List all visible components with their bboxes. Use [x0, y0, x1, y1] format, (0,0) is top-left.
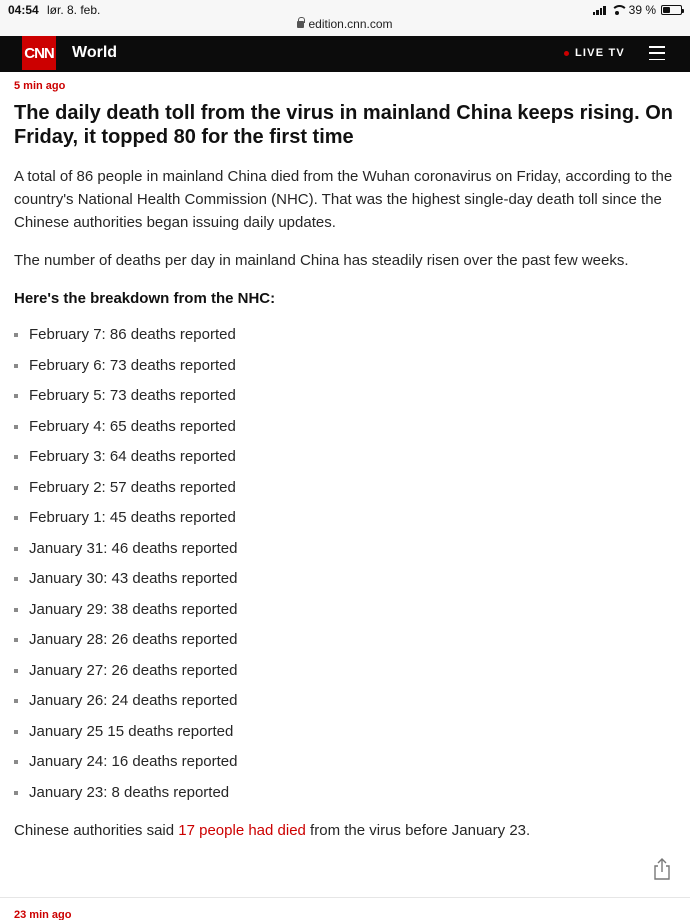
list-item: January 24: 16 deaths reported — [14, 752, 679, 783]
site-header — [0, 36, 690, 72]
list-item: January 25 15 deaths reported — [14, 722, 679, 753]
list-item: January 28: 26 deaths reported — [14, 630, 679, 661]
list-item: February 4: 65 deaths reported — [14, 417, 679, 448]
section-title[interactable]: World — [72, 44, 118, 61]
post-headline: The daily death toll from the virus in mainland China keeps rising. On Friday, it topped 80 for the first time — [14, 102, 674, 148]
list-item: February 2: 57 deaths reported — [14, 478, 679, 509]
list-item: February 7: 86 deaths reported — [14, 325, 679, 356]
list-item: January 31: 46 deaths reported — [14, 539, 679, 570]
next-post-timestamp: 23 min ago — [14, 909, 72, 920]
post-paragraph: A total of 86 people in mainland China died from the Wuhan coronavirus on Friday, according to the country's National Health Commission (NHC). That was the highest single-day death toll since the Chinese authorities began issuing daily updates. — [14, 168, 673, 231]
list-item: January 27: 26 deaths reported — [14, 661, 679, 692]
battery-icon — [661, 5, 682, 15]
live-post — [14, 72, 679, 842]
list-item: February 1: 45 deaths reported — [14, 508, 679, 539]
status-date: lør. 8. feb. — [47, 3, 101, 17]
list-lead: Here's the breakdown from the NHC: — [14, 290, 276, 307]
status-time: 04:54 — [8, 3, 39, 17]
battery-percent: 39 % — [628, 3, 656, 17]
address-bar[interactable] — [0, 17, 690, 31]
post-paragraph: The number of deaths per day in mainland China has steadily risen over the past few weeks. — [14, 252, 629, 269]
closing-text: Chinese authorities said — [14, 822, 179, 839]
url-text: edition.cnn.com — [308, 17, 393, 31]
live-dot-icon — [564, 51, 569, 56]
share-icon[interactable] — [652, 858, 672, 880]
cnn-logo[interactable]: CNN — [22, 36, 56, 70]
list-item: February 3: 64 deaths reported — [14, 447, 679, 478]
list-item: February 6: 73 deaths reported — [14, 356, 679, 387]
live-tv-button[interactable] — [564, 47, 625, 59]
status-indicators — [593, 3, 682, 17]
post-divider — [0, 897, 690, 898]
signal-icon — [593, 6, 606, 15]
post-timestamp: 5 min ago — [14, 80, 66, 92]
list-item: January 26: 24 deaths reported — [14, 691, 679, 722]
list-item: February 5: 73 deaths reported — [14, 386, 679, 417]
menu-icon[interactable] — [649, 46, 665, 60]
live-tv-label: LIVE TV — [575, 47, 625, 59]
list-item: January 23: 8 deaths reported — [14, 783, 679, 814]
wifi-icon — [611, 5, 624, 15]
list-item: January 30: 43 deaths reported — [14, 569, 679, 600]
list-item: January 29: 38 deaths reported — [14, 600, 679, 631]
lock-icon — [297, 21, 304, 28]
inline-link[interactable]: 17 people had died — [178, 822, 306, 839]
status-bar — [0, 0, 690, 36]
closing-paragraph — [14, 819, 679, 842]
battery-fill — [663, 7, 670, 13]
closing-text: from the virus before January 23. — [305, 822, 531, 839]
death-toll-list — [14, 325, 679, 813]
